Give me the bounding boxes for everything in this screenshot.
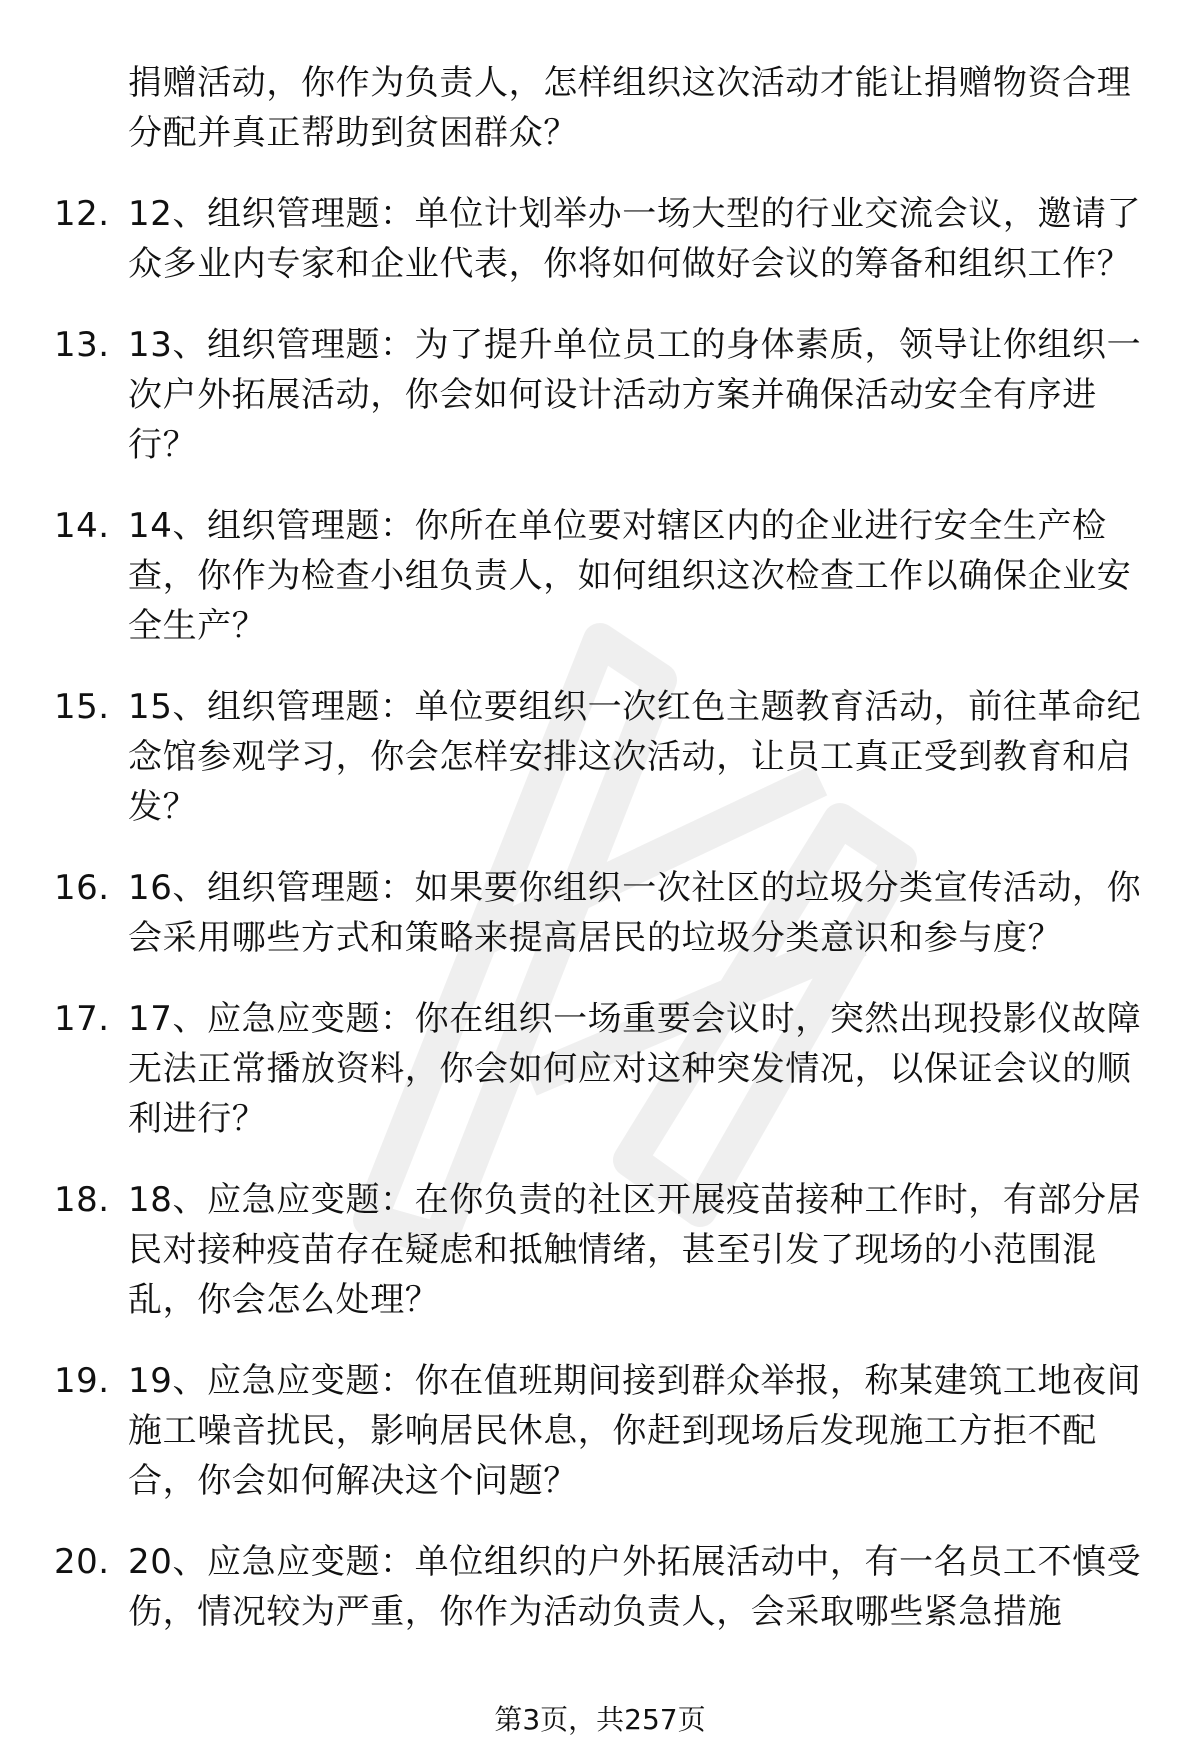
list-item bbox=[0, 1356, 1200, 1506]
list-item bbox=[0, 501, 1200, 651]
item-text: 17、应急应变题：你在组织一场重要会议时，突然出现投影仪故障无法正常播放资料，你会如何应对这种突发情况，以保证会议的顺利进行？ bbox=[128, 999, 1142, 1139]
item-text: 20、应急应变题：单位组织的户外拓展活动中，有一名员工不慎受伤，情况较为严重，你作为活动负责人，会采取哪些紧急措施 bbox=[128, 1542, 1142, 1632]
continuation-text: 捐赠活动，你作为负责人，怎样组织这次活动才能让捐赠物资合理分配并真正帮助到贫困群众？ bbox=[128, 63, 1132, 153]
item-text: 14、组织管理题：你所在单位要对辖区内的企业进行安全生产检查，你作为检查小组负责人，如何组织这次检查工作以确保企业安全生产？ bbox=[128, 506, 1132, 646]
continuation-paragraph bbox=[0, 58, 1200, 158]
item-number: 16. bbox=[54, 868, 110, 908]
page-footer: 第3页，共257页 bbox=[494, 1703, 706, 1736]
list-item bbox=[0, 682, 1200, 832]
list-item bbox=[0, 1175, 1200, 1325]
item-text: 13、组织管理题：为了提升单位员工的身体素质，领导让你组织一次户外拓展活动，你会如何设计活动方案并确保活动安全有序进行？ bbox=[128, 325, 1142, 465]
list-item bbox=[0, 1537, 1200, 1637]
list-item bbox=[0, 189, 1200, 289]
item-text: 18、应急应变题：在你负责的社区开展疫苗接种工作时，有部分居民对接种疫苗存在疑虑和抵触情绪，甚至引发了现场的小范围混乱，你会怎么处理？ bbox=[128, 1180, 1142, 1320]
item-number: 20. bbox=[54, 1542, 110, 1582]
item-number: 18. bbox=[54, 1180, 110, 1220]
item-text: 12、组织管理题：单位计划举办一场大型的行业交流会议，邀请了众多业内专家和企业代表，你将如何做好会议的筹备和组织工作？ bbox=[128, 194, 1142, 284]
item-number: 19. bbox=[54, 1361, 110, 1401]
list-item bbox=[0, 994, 1200, 1144]
item-number: 14. bbox=[54, 506, 110, 546]
item-number: 12. bbox=[54, 194, 110, 234]
item-number: 17. bbox=[54, 999, 110, 1039]
question-list bbox=[0, 58, 1200, 1668]
item-text: 15、组织管理题：单位要组织一次红色主题教育活动，前往革命纪念馆参观学习，你会怎样安排这次活动，让员工真正受到教育和启发？ bbox=[128, 687, 1142, 827]
list-item bbox=[0, 320, 1200, 470]
item-text: 16、组织管理题：如果要你组织一次社区的垃圾分类宣传活动，你会采用哪些方式和策略来提高居民的垃圾分类意识和参与度？ bbox=[128, 868, 1142, 958]
item-text: 19、应急应变题：你在值班期间接到群众举报，称某建筑工地夜间施工噪音扰民，影响居民休息，你赶到现场后发现施工方拒不配合，你会如何解决这个问题？ bbox=[128, 1361, 1142, 1501]
item-number: 13. bbox=[54, 325, 110, 365]
item-number: 15. bbox=[54, 687, 110, 727]
list-item bbox=[0, 863, 1200, 963]
